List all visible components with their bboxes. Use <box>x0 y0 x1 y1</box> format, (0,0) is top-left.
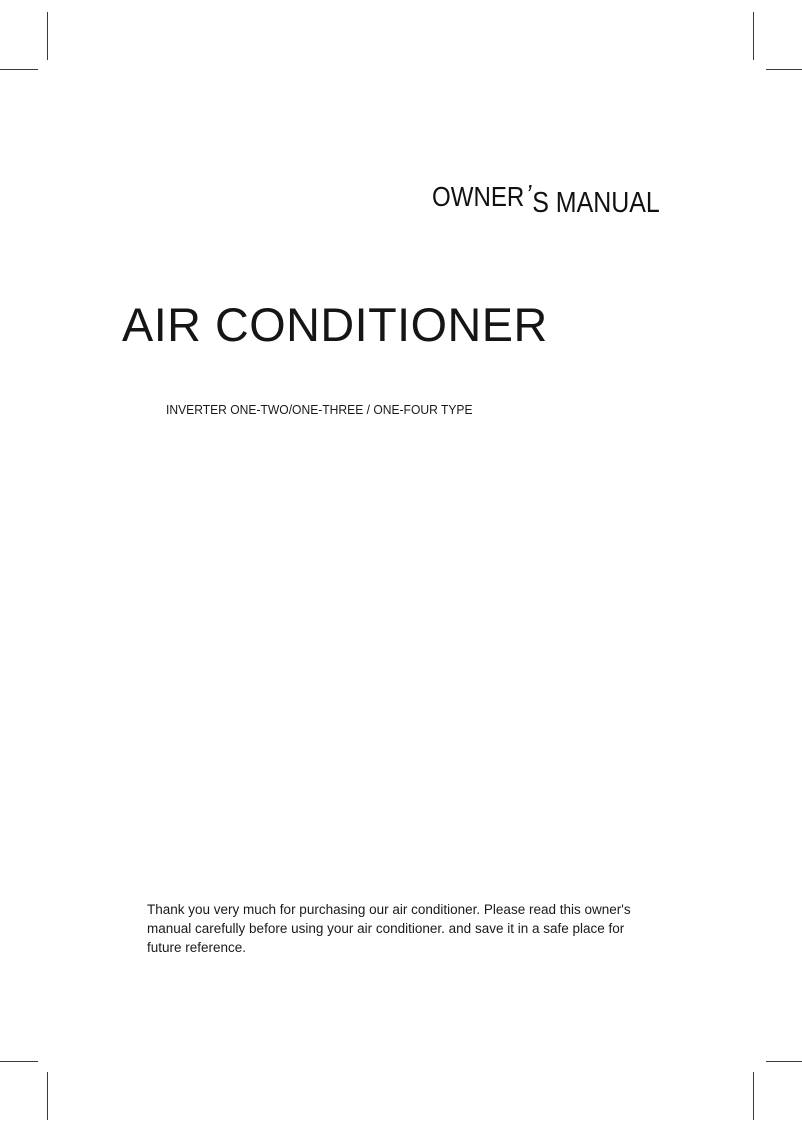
crop-mark-top-left-horizontal <box>0 69 38 70</box>
manual-title-manual: S MANUAL <box>532 187 660 219</box>
product-title: AIR CONDITIONER <box>122 298 548 351</box>
crop-mark-top-left-vertical <box>47 12 48 60</box>
crop-mark-bottom-left-vertical <box>47 1072 48 1120</box>
crop-mark-top-right-horizontal <box>766 69 802 70</box>
product-subtitle: INVERTER ONE-TWO/ONE-THREE / ONE-FOUR TYPE <box>166 402 473 417</box>
crop-mark-bottom-left-horizontal <box>0 1061 38 1062</box>
crop-mark-top-right-vertical <box>753 12 754 60</box>
manual-title <box>432 179 660 219</box>
manual-title-apostrophe: ’ <box>526 179 532 210</box>
crop-mark-bottom-right-horizontal <box>766 1061 802 1062</box>
manual-title-owner: OWNER <box>432 181 525 212</box>
thank-you-line: manual carefully before using your air conditioner. and save it in a safe place for <box>147 921 625 936</box>
thank-you-line: Thank you very much for purchasing our air conditioner. Please read this owner's <box>147 902 631 917</box>
thank-you-line: future reference. <box>147 940 247 955</box>
thank-you-note <box>147 900 707 957</box>
crop-mark-bottom-right-vertical <box>753 1072 754 1120</box>
